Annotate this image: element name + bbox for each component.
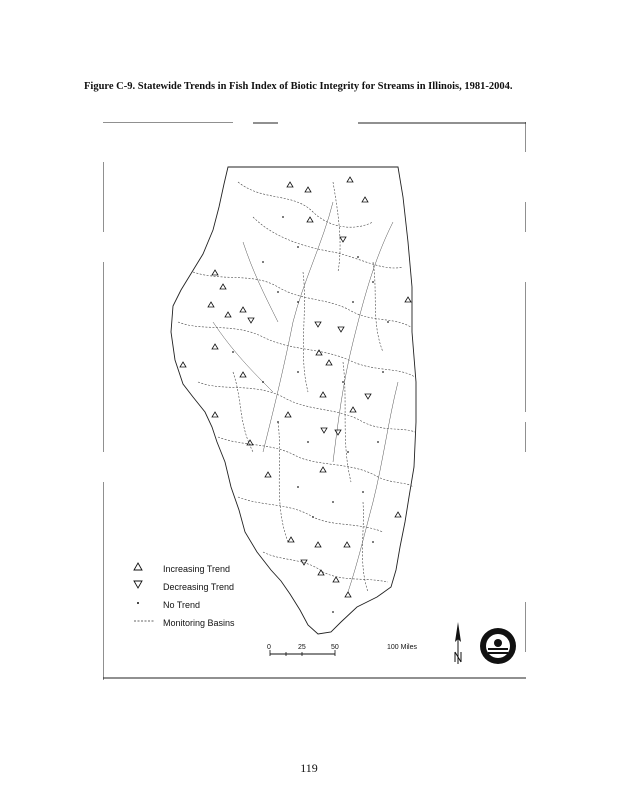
scale-tick-label: 100 Miles [387,644,417,651]
legend-label: Monitoring Basins [163,618,235,628]
legend-label: Decreasing Trend [163,582,235,592]
no-trend-marker [277,291,279,293]
legend-label: No Trend [163,600,201,610]
legend-item-basins [133,616,235,630]
no-trend-marker [297,371,299,373]
decreasing-trend-marker [365,394,371,399]
increasing-trend-marker [345,592,351,597]
legend-item-increasing [133,562,230,576]
rivers [213,202,398,592]
increasing-trend-marker [288,537,294,542]
no-trend-marker [262,381,264,383]
no-trend-marker [297,246,299,248]
increasing-trend-marker [320,392,326,397]
increasing-trend-marker [395,512,401,517]
increasing-trend-marker [405,297,411,302]
decreasing-trend-marker [340,237,346,242]
figure-caption: Figure C-9. Statewide Trends in Fish Index of Biotic Integrity for Streams in Illinois, 1981-2004. [84,81,513,92]
increasing-trend-marker [208,302,214,307]
scale-tick-label: 0 [267,644,271,651]
increasing-trend-marker [315,542,321,547]
increasing-trend-markers [180,177,411,597]
increasing-trend-marker [320,467,326,472]
increasing-trend-marker [265,472,271,477]
no-trend-marker [297,301,299,303]
decreasing-trend-marker [315,322,321,327]
increasing-trend-marker [180,362,186,367]
no-trend-marker [232,351,234,353]
decreasing-trend-markers [248,237,371,565]
decreasing-trend-marker [321,428,327,433]
increasing-trend-marker [240,307,246,312]
no-trend-marker [372,541,374,543]
no-trend-marker [377,441,379,443]
increasing-trend-marker [285,412,291,417]
legend-item-no-trend [133,598,200,612]
no-trend-marker [382,371,384,373]
increasing-trend-marker [318,570,324,575]
no-trend-marker [262,261,264,263]
no-trend-marker [372,281,374,283]
increasing-trend-marker [326,360,332,365]
no-trend-marker [297,486,299,488]
frame-border [103,122,526,680]
increasing-trend-marker [225,312,231,317]
increasing-trend-marker [212,344,218,349]
agency-seal-icon [479,627,517,665]
no-trend-marker [347,451,349,453]
no-trend-marker [342,381,344,383]
legend-item-decreasing [133,580,234,594]
increasing-trend-marker [350,407,356,412]
page-number: 119 [300,761,318,775]
increasing-trend-marker [220,284,226,289]
increasing-trend-marker [212,412,218,417]
no-trend-marker [277,421,279,423]
increasing-trend-marker [344,542,350,547]
legend-label: Increasing Trend [163,564,231,574]
no-trend-marker [332,501,334,503]
increasing-trend-marker [362,197,368,202]
no-trend-marker [387,321,389,323]
no-trend-marker [332,611,334,613]
map-frame [103,122,526,680]
decreasing-trend-marker [248,318,254,323]
increasing-trend-marker [307,217,313,222]
no-trend-marker [307,441,309,443]
map-canvas [103,122,526,680]
increasing-trend-marker [333,577,339,582]
scale-tick-label: 50 [331,644,339,651]
no-trend-marker [362,491,364,493]
increasing-trend-marker [212,270,218,275]
no-trend-marker [282,216,284,218]
scale-bar [265,642,435,666]
no-trend-marker [312,516,314,518]
north-arrow-icon [451,620,465,668]
increasing-trend-marker [316,350,322,355]
monitoring-basin-boundaries [178,182,415,592]
no-trend-marker [352,301,354,303]
no-trend-marker [357,256,359,258]
increasing-trend-marker [287,182,293,187]
increasing-trend-marker [305,187,311,192]
decreasing-trend-marker [338,327,344,332]
scale-tick-label: 25 [298,644,306,651]
increasing-trend-marker [240,372,246,377]
increasing-trend-marker [347,177,353,182]
decreasing-trend-marker [335,430,341,435]
